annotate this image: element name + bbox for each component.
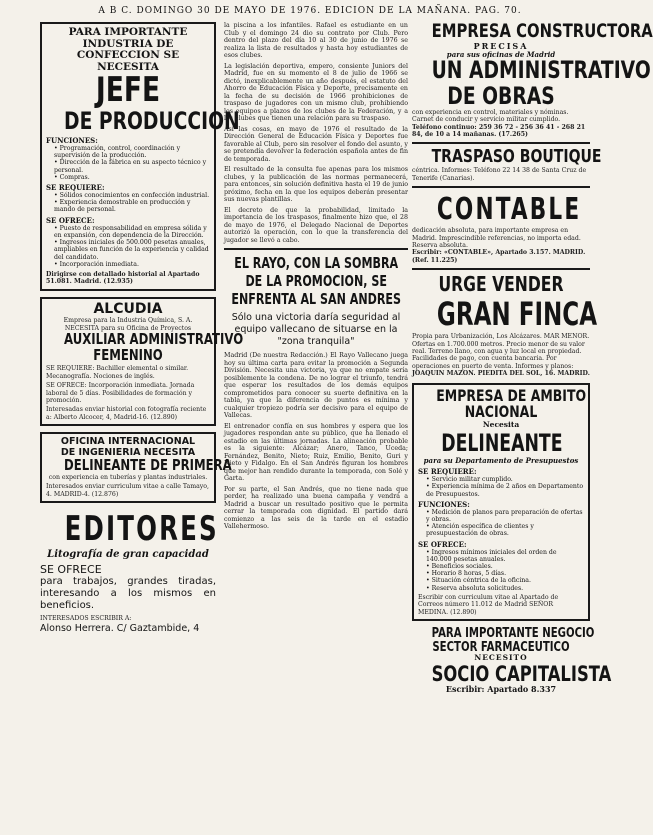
ad-delineante <box>412 383 590 621</box>
ad-footer: Escribir: Apartado 8.337 <box>445 683 557 694</box>
list-item: • Beneficios sociales. <box>426 563 584 570</box>
section-label: FUNCIONES: <box>418 499 470 509</box>
article-paragraph: Madrid (De nuestra Redacción.) El Rayo Vallecano juega hoy su última carta para evitar la promoción a Segunda División. Necesita una victoria, ya que no empate sería posiblemente la condena. De no lograr el triunfo, tendrá que esperar los resultados de los demás equipos comprometidos para conocer su suerte definitiva en la tabla, ya que la diferencia de puntos es mínima y cualquier tropiezo podría ser decisivo para el equipo de Vallecas. <box>224 352 408 419</box>
divider <box>412 268 590 270</box>
ad-title: CONTABLE <box>436 192 582 228</box>
ad-subtitle: con experiencia en tuberías y plantas industriales. <box>48 473 208 481</box>
ad-constructora <box>412 20 653 139</box>
ad-title: EDITORES <box>64 509 219 550</box>
ad-text: SE REQUIERE: Bachiller elemental o similar. Mecanografía. Nociones de inglés. <box>46 365 189 380</box>
list-item: • Experiencia mínima de 2 años en Departamento de Presupuestos. <box>426 483 584 497</box>
ad-intro: PARA IMPORTANTE INDUSTRIA DE CONFECCION SE NECESITA <box>68 26 188 73</box>
section-label: SE REQUIERE: <box>46 183 105 193</box>
ad-finca <box>412 272 598 378</box>
ad-title: DE INGENIERIA NECESITA <box>60 446 196 458</box>
ad-jefe-produccion <box>40 22 240 291</box>
ofrece-list <box>418 549 584 592</box>
ad-title: TRASPASO BOUTIQUE <box>431 146 602 168</box>
article-paragraph: la piscina a los infantiles. Rafael es estudiante en un Club y el domingo 24 dio su contrato por Club. Pero dentro del plazo del día 10 al 30 de junio de 1976 se realiza la lista de resultados y hasta hoy estudiantes de esos clubes. <box>224 22 408 59</box>
divider <box>412 142 590 144</box>
ad-traspaso <box>412 146 602 182</box>
list-item: • Horario 8 horas, 5 días. <box>426 570 584 577</box>
ad-text: NECESITO <box>474 653 528 663</box>
ad-text: Necesita <box>482 420 520 430</box>
ad-title: DELINEANTE <box>441 429 563 458</box>
ad-title: OFICINA INTERNACIONAL <box>60 436 196 448</box>
article-headline: EL RAYO, CON LA SOMBRA DE LA PROMOCION, SE ENFRENTA AL SAN ANDRES <box>231 254 401 308</box>
list-item: • Medición de planos para preparación de ofertas y obras. <box>426 509 584 523</box>
ad-footer: Escribir con curriculum vitae al Apartado de Correos número 11.012 de Madrid SEÑOR MEDINA. (12.890) <box>418 593 559 616</box>
ad-footer: Dirigirse con detallado historial al Apartado 51.081. Madrid. (12.935) <box>46 270 200 286</box>
ad-title: NACIONAL <box>464 402 538 422</box>
ad-title: EMPRESA CONSTRUCTORA <box>431 20 653 42</box>
ad-text: céntrica. Informes: Teléfono 22 14 38 de Santa Cruz de Tenerife (Canarias). <box>412 167 587 182</box>
ad-title: EMPRESA DE AMBITO <box>436 385 587 405</box>
list-item: • Servicio militar cumplido. <box>426 476 584 483</box>
article-paragraph: El resultado de la consulta fue apenas para los mismos clubes, y la publicación de las normas permanecerá, para entonces, sin solución definitiva hasta el 19 de junio próximo, fecha en la que los equipos deberán presentar sus nuevas plantillas. <box>224 166 408 203</box>
column-left <box>40 22 244 827</box>
article-subheadline: Sólo una victoria daría seguridad al equipo vallecano de situarse en la "zona tranquila" <box>231 312 401 347</box>
ad-text: dedicación absoluta, para importante empresa en Madrid. Imprescindible referencias, no importa edad. Reserva absoluta. <box>412 227 581 249</box>
section-label: SE REQUIERE: <box>418 467 477 477</box>
list-item: • Ingresos mínimos iniciales del orden de 140.000 pesetas anuales. <box>426 549 584 563</box>
section-label: SE OFRECE: <box>418 539 467 549</box>
ad-title: UN ADMINISTRATIVO <box>431 56 651 85</box>
ad-contact: Alonso Herrera. C/ Gaztambide, 4 <box>40 622 200 634</box>
list-item: • Atención específica de clientes y presupuestación de obras. <box>426 523 584 537</box>
ad-title: JEFE <box>95 70 161 111</box>
article-paragraph: La legislación deportiva, empero, consiente Juniors del Madrid, fue en su momento el 8 de julio de 1966 se dictó, inexplicablemente un año después, el estatuto del Ahorro de Educación Física y Deporte, precisamente en la fecha de su decisión de 1966 prohibiciones de traspaso de jugadores con un mismo club, prohibiendo los equipos a plazos de los clubes de la Federación, y a los clubes que tienen una relación para su traspaso. <box>224 62 408 122</box>
funciones-list <box>46 145 210 181</box>
ad-contable <box>412 192 590 264</box>
ad-text: SE OFRECE: Incorporación inmediata. Jornada laboral de 5 días. Posibilidades de formación y promoción. <box>46 382 195 405</box>
ad-footer: Interesadas enviar historial con fotografía reciente a: Alberto Alcocer, 4, Madrid-16. (12.890) <box>46 406 207 421</box>
requiere-list <box>46 192 210 214</box>
ofrece-list <box>46 225 210 268</box>
ad-footer: Interesados enviar curriculum vitae a calle Tamayo, 4. MADRID-4. (12.876) <box>46 483 209 498</box>
requiere-list <box>418 476 584 498</box>
list-item: • Experiencia demostrable en producción y mando de personal. <box>54 199 210 213</box>
ad-subtitle: Litografía de gran capacidad <box>47 549 209 561</box>
ad-title: ALCUDIA <box>93 300 163 317</box>
section-label: SE OFRECE: <box>46 215 95 225</box>
ad-title: DE OBRAS <box>447 81 555 110</box>
ad-title: GRAN FINCA <box>436 295 598 334</box>
ad-text: para trabajos, grandes tiradas, interesando a los mismos en beneficios. <box>40 576 216 612</box>
list-item: • Puesto de responsabilidad en empresa sólida y en expansión, con dependencia de la Dirección. <box>54 225 210 239</box>
ad-text: PRECISA <box>473 40 529 51</box>
ad-subtitle: para su Departamento de Presupuestos <box>423 456 579 466</box>
ad-text: Propia para Urbanización, Los Alcázares. MAR MENOR. Ofertas en 1.700.000 metros. Precio menor de su valor real. Terreno llano, con agua y luz local en propiedad. Facilidades de pago, con cuenta bancaria. Por operaciones en puerto de venta. Informes y planos: <box>412 333 590 370</box>
column-right <box>412 20 653 827</box>
ad-text: SE OFRECE <box>40 563 102 577</box>
section-label: FUNCIONES: <box>46 136 98 146</box>
column-middle <box>224 22 408 827</box>
article-paragraph: Por su parte, el San Andrés, que no tiene nada que perder, ha realizado una buena campaña y vendrá a Madrid a buscar un resultado positivo que le permita cerrar la temporada con dignidad. El partido dará comienzo a las seis de la tarde en el estadio Vallehermoso. <box>224 485 408 530</box>
ad-title: AUXILIAR ADMINISTRATIVO <box>64 329 244 348</box>
list-item: • Ingresos iniciales de 500.000 pesetas anuales, ampliables en función de la experiencia y calidad del candidato. <box>54 239 210 261</box>
ad-text: con experiencia en control, materiales y nóminas. Carnet de conducir y servicio militar cumplido. <box>412 108 569 124</box>
ad-title: SECTOR FARMACEUTICO <box>432 639 570 655</box>
ad-subtitle: Empresa para la Industria Química, S. A. NECESITA para su Oficina de Proyectos <box>63 317 193 332</box>
ad-socio <box>412 625 612 694</box>
ad-title: URGE VENDER <box>438 272 564 297</box>
ad-footer: Escribir: «CONTABLE», Apartado 3.157. MADRID. (Ref. 11.225) <box>412 249 586 264</box>
ad-editores <box>40 509 219 634</box>
article-paragraph: El entrenador confía en sus hombres y espera que los jugadores respondan ante su público, que ha llenado el estadio en las últimas jornadas. La alineación probable es la siguiente: Alcázar; Anero, Tanco, Uceda; Fernández, Benito, Nieto; Ruiz, Emilio, Benito, Guri y Nieto y Fidalgo. En el San Andrés figuran los hombres que mejor han rendido durante la temporada, con Solé y Garta. <box>224 422 408 482</box>
article-paragraph: El decreto de que la probabilidad, limitado la importancia de los traspasos, finalmente hizo que, el 28 de mayo de 1976, el Delegado Nacional de Deportes autorizó la operación, con lo que la transferencia del jugador se llevó a cabo. <box>224 206 408 244</box>
list-item: • Compras. <box>54 174 210 181</box>
ad-title: PARA IMPORTANTE NEGOCIO <box>431 625 595 641</box>
divider <box>224 248 408 250</box>
ad-text: INTERESADOS ESCRIBIR A: <box>40 615 132 623</box>
list-item: • Dirección de la fábrica en su aspecto técnico y personal. <box>54 159 210 173</box>
ad-title: SOCIO CAPITALISTA <box>431 661 612 686</box>
list-item: • Programación, control, coordinación y supervisión de la producción. <box>54 145 210 159</box>
page-header: A B C. DOMINGO 30 DE MAYO DE 1976. EDICION DE LA MAÑANA. PAG. 70. <box>98 6 522 16</box>
ad-footer: Teléfono continuo: 259 36 72 - 256 36 41 - 268 21 84, de 10 a 14 mañanas. (17.265) <box>412 123 586 139</box>
ad-text: para sus oficinas de Madrid <box>446 49 556 59</box>
ad-alcudia <box>40 297 244 427</box>
list-item: • Situación céntrica de la oficina. <box>426 577 584 584</box>
ad-title: DELINEANTE DE PRIMERA <box>64 456 232 475</box>
ad-footer: JOAQUIN MAZON. PIEDITA DEL SOL, 16. MADRID. <box>412 370 590 378</box>
ad-title: FEMENINO <box>93 345 163 364</box>
list-item: • Incorporación inmediata. <box>54 261 210 268</box>
list-item: • Sólidos conocimientos en confección industrial. <box>54 192 210 199</box>
article-paragraph: Así las cosas, en mayo de 1976 el resultado de la Dirección General de Educación Física y Deportes fue favorable al Club, pero sin resolver el fondo del asunto, y se pretendía devolver la federación española antes de fin de temporada. <box>224 125 408 163</box>
list-item: • Reserva absoluta solicitudes. <box>426 585 584 592</box>
funciones-list <box>418 509 584 538</box>
ad-oficina <box>40 432 232 503</box>
divider <box>412 186 590 188</box>
ad-title: DE PRODUCCION <box>64 106 240 135</box>
